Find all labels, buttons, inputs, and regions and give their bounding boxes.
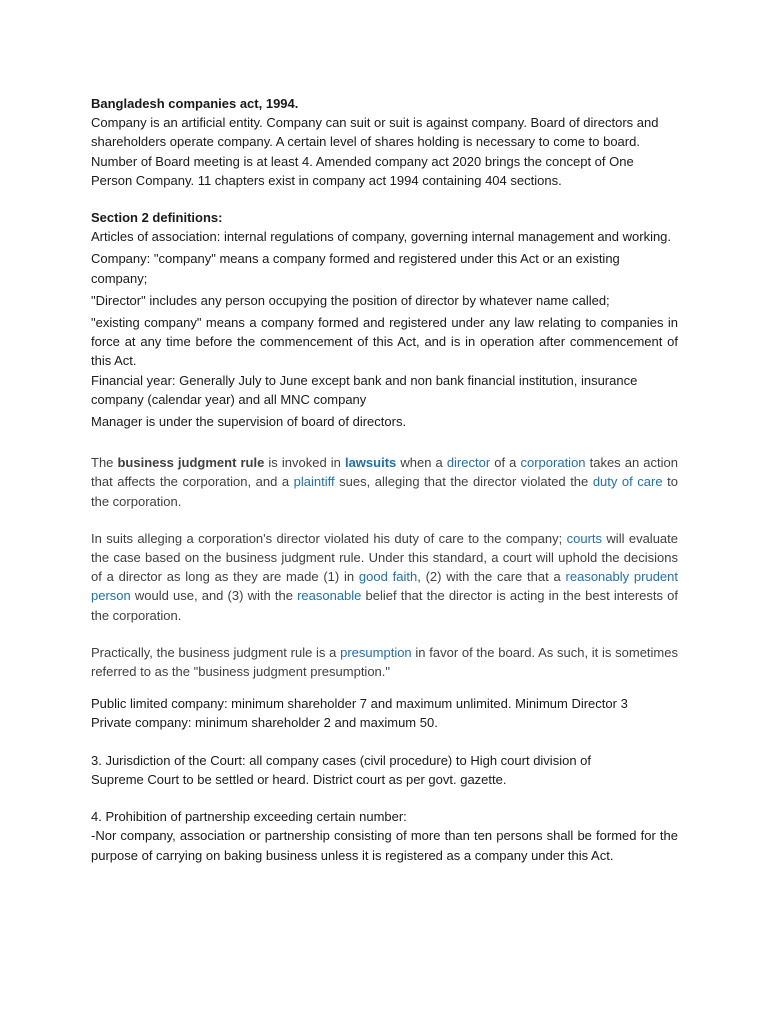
def-existing-company: "existing company" means a company formed and registered under any law relating to companies in force at any time before the commencement of this Act, and is in operation after commencement of this Act.: [91, 315, 678, 369]
section2-heading: Section 2 definitions:: [91, 210, 223, 226]
link-reasonable[interactable]: reasonable: [297, 588, 362, 604]
bjr-paragraph-2: In suits alleging a corporation's director violated his duty of care to the company; courts will evaluate the case based on the business judgment rule. Under this standard, a court will uphold the decisions of a director as long as they are made (1) in good faith, (2) with the care that a reasonably prudent person would use, and (3) with the reasonable belief that the director is acting in the best interests of the corporation.: [91, 530, 678, 623]
private-company-limits: Private company: minimum shareholder 2 and maximum 50.: [91, 715, 438, 731]
link-lawsuits[interactable]: lawsuits: [344, 455, 397, 471]
prohibition-text: -Nor company, association or partnership consisting of more than ten persons shall be formed for the purpose of carrying on baking business unless it is registered as a company under this Act.: [91, 828, 678, 863]
def-financial-year: Financial year: Generally July to June except bank and non bank financial institution, insurance company (calendar year) and all MNC company: [91, 372, 638, 407]
link-presumption[interactable]: presumption: [340, 644, 412, 660]
bjr-paragraph-3: Practically, the business judgment rule is a presumption in favor of the board. As such, it is sometimes referred to as the "business judgment presumption.": [91, 644, 678, 680]
public-company-limits: Public limited company: minimum shareholder 7 and maximum unlimited. Minimum Director 3: [91, 696, 628, 712]
link-courts[interactable]: courts: [566, 530, 603, 546]
jurisdiction-section: 3. Jurisdiction of the Court: all company cases (civil procedure) to High court division of Supreme Court to be settled or heard. District court as per govt. gazette.: [91, 752, 591, 787]
prohibition-heading: 4. Prohibition of partnership exceeding certain number:: [91, 809, 407, 825]
link-duty-of-care[interactable]: duty of care: [592, 474, 663, 490]
link-reasonably-prudent-person[interactable]: reasonably prudent person: [91, 569, 678, 604]
def-articles: Articles of association: internal regulations of company, governing internal management and working.: [91, 229, 672, 245]
link-plaintiff[interactable]: plaintiff: [293, 474, 335, 490]
def-company: Company: "company" means a company formed and registered under this Act or an existing company;: [91, 251, 620, 286]
link-good-faith[interactable]: good faith: [358, 569, 418, 585]
link-corporation[interactable]: corporation: [520, 455, 586, 471]
bjr-paragraph-1: The business judgment rule is invoked in lawsuits when a director of a corporation takes an action that affects the corporation, and a plaintiff sues, alleging that the director violated the duty of care to the corporation.: [91, 455, 678, 509]
bjr-term: business judgment rule: [117, 455, 265, 471]
link-director[interactable]: director: [446, 455, 491, 471]
def-manager: Manager is under the supervision of board of directors.: [91, 414, 407, 430]
def-director: "Director" includes any person occupying the position of director by whatever name called;: [91, 292, 610, 308]
intro-paragraph: Company is an artificial entity. Company can suit or suit is against company. Board of directors and shareholders operate company. A certain level of shares holding is necessary to come to board. Number of Board meeting is at least 4. Amended company act 2020 brings the concept of One Person Company. 11 chapters exist in company act 1994 containing 404 sections.: [91, 115, 659, 188]
doc-title: Bangladesh companies act, 1994.: [91, 96, 299, 111]
